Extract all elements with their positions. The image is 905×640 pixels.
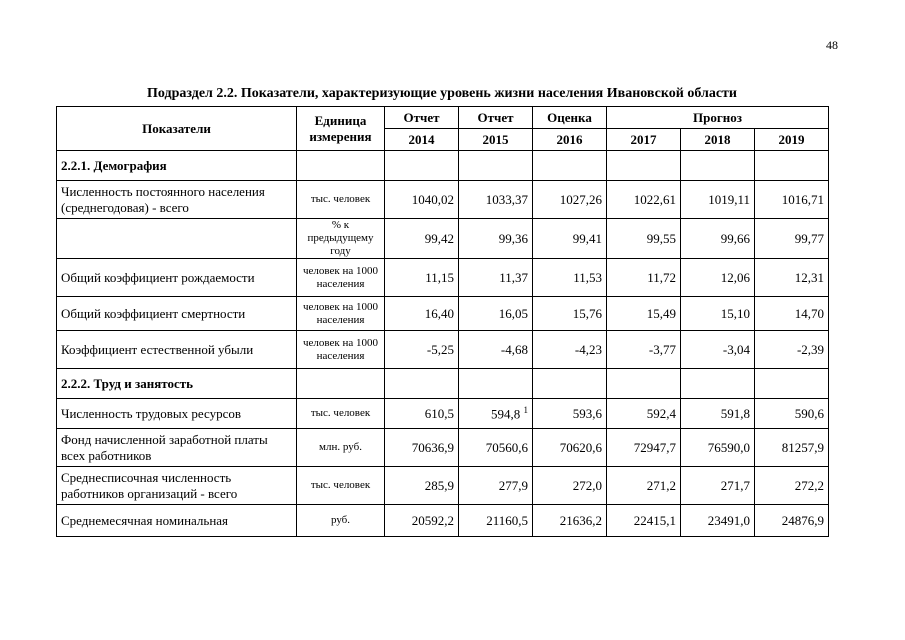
header-report-2014: Отчет <box>385 107 459 129</box>
value-text: -4,68 <box>500 341 528 357</box>
value-text: -3,77 <box>648 341 676 357</box>
empty-cell <box>607 151 681 181</box>
empty-cell <box>459 151 533 181</box>
value-cell <box>755 297 829 331</box>
header-year: 2016 <box>533 129 607 151</box>
value-cell <box>385 181 459 219</box>
value-text: 592,4 <box>646 405 676 421</box>
empty-cell <box>297 151 385 181</box>
value-cell <box>681 219 755 259</box>
unit-cell: руб. <box>297 505 385 537</box>
value-cell <box>459 467 533 505</box>
value-text: 99,66 <box>720 230 750 246</box>
value-cell <box>755 331 829 369</box>
empty-cell <box>533 369 607 399</box>
value-cell <box>607 399 681 429</box>
value-cell <box>607 181 681 219</box>
value-text: 1022,61 <box>633 191 676 207</box>
table-row <box>57 429 829 467</box>
value-text: 15,76 <box>572 305 602 321</box>
value-cell <box>755 399 829 429</box>
value-cell <box>681 181 755 219</box>
empty-cell <box>385 369 459 399</box>
value-cell <box>385 505 459 537</box>
value-text: 1033,37 <box>485 191 528 207</box>
header-indicators: Показатели <box>57 107 297 151</box>
value-text: 11,15 <box>425 269 454 285</box>
value-text: 1027,26 <box>559 191 602 207</box>
indicator-name: Фонд начисленной заработной платы всех работников <box>57 429 297 467</box>
value-text: 11,37 <box>499 269 528 285</box>
value-text: 14,70 <box>794 305 825 321</box>
value-text: 70620,6 <box>559 439 602 455</box>
value-text: -3,04 <box>722 341 750 357</box>
value-text: -4,23 <box>574 341 602 357</box>
unit-cell: тыс. человек <box>297 399 385 429</box>
indicator-name: Численность постоянного населения (среднегодовая) - всего <box>57 181 297 219</box>
value-cell <box>607 331 681 369</box>
value-text: 285,9 <box>424 477 454 493</box>
value-text: 16,40 <box>424 305 454 321</box>
value-text: 99,55 <box>646 230 676 246</box>
value-cell <box>533 259 607 297</box>
value-text: 12,31 <box>794 269 825 285</box>
section-title: 2.2.2. Труд и занятость <box>57 369 297 399</box>
value-cell <box>681 259 755 297</box>
table-row <box>57 219 829 259</box>
unit-cell: человек на 1000 населения <box>297 259 385 297</box>
indicator-name: Общий коэффициент рождаемости <box>57 259 297 297</box>
value-text: 21160,5 <box>486 512 528 528</box>
value-cell <box>607 219 681 259</box>
table-row <box>57 331 829 369</box>
value-text: 271,2 <box>646 477 676 493</box>
value-text: 20592,2 <box>411 512 454 528</box>
value-cell <box>755 429 829 467</box>
value-cell <box>385 331 459 369</box>
unit-cell: тыс. человек <box>297 467 385 505</box>
value-cell <box>533 505 607 537</box>
value-text: 81257,9 <box>781 439 825 455</box>
header-year: 2018 <box>681 129 755 151</box>
indicator-name: Численность трудовых ресурсов <box>57 399 297 429</box>
value-cell <box>681 399 755 429</box>
value-cell <box>459 297 533 331</box>
value-cell <box>459 219 533 259</box>
value-cell <box>459 331 533 369</box>
header-year: 2017 <box>607 129 681 151</box>
empty-cell <box>297 369 385 399</box>
value-cell <box>607 505 681 537</box>
header-report-2015: Отчет <box>459 107 533 129</box>
value-cell <box>385 219 459 259</box>
indicator-name: Среднемесячная номинальная <box>57 505 297 537</box>
value-cell <box>755 181 829 219</box>
value-cell <box>681 331 755 369</box>
value-text: 12,06 <box>720 269 750 285</box>
value-cell <box>755 219 829 259</box>
value-cell <box>533 331 607 369</box>
value-text: 272,2 <box>794 477 825 493</box>
value-text: 24876,9 <box>781 512 825 528</box>
table-row <box>57 297 829 331</box>
unit-cell: % к предыдущему году <box>297 219 385 259</box>
section-title: 2.2.1. Демография <box>57 151 297 181</box>
value-text: 591,8 <box>720 405 750 421</box>
value-cell <box>459 429 533 467</box>
value-text: 15,10 <box>720 305 750 321</box>
value-cell <box>385 399 459 429</box>
value-text: 70560,6 <box>485 439 528 455</box>
value-cell <box>681 429 755 467</box>
value-cell <box>385 429 459 467</box>
header-year: 2014 <box>385 129 459 151</box>
indicator-name <box>57 219 297 259</box>
value-text: 99,41 <box>572 230 602 246</box>
value-text: 277,9 <box>498 477 528 493</box>
value-cell <box>681 467 755 505</box>
indicator-name: Общий коэффициент смертности <box>57 297 297 331</box>
value-cell <box>755 467 829 505</box>
value-text: -5,25 <box>426 341 454 357</box>
value-cell <box>533 399 607 429</box>
header-row-1 <box>57 107 829 129</box>
empty-cell <box>607 369 681 399</box>
value-text: -2,39 <box>796 341 825 357</box>
value-cell <box>607 297 681 331</box>
value-cell <box>607 429 681 467</box>
table-row <box>57 259 829 297</box>
value-cell <box>755 259 829 297</box>
value-text: 272,0 <box>572 477 602 493</box>
value-cell <box>533 429 607 467</box>
value-text: 610,5 <box>424 405 454 421</box>
section-row <box>57 369 829 399</box>
empty-cell <box>533 151 607 181</box>
value-text: 590,6 <box>794 405 825 421</box>
value-text: 271,7 <box>720 477 750 493</box>
header-year: 2019 <box>755 129 829 151</box>
value-text: 15,49 <box>646 305 676 321</box>
value-cell <box>681 297 755 331</box>
empty-cell <box>755 151 829 181</box>
empty-cell <box>681 369 755 399</box>
value-text: 594,8 <box>491 406 521 422</box>
value-text: 11,72 <box>647 269 676 285</box>
value-cell <box>607 467 681 505</box>
value-cell <box>533 297 607 331</box>
value-text: 11,53 <box>573 269 602 285</box>
value-cell <box>533 219 607 259</box>
value-text: 99,77 <box>794 230 825 246</box>
value-cell <box>607 259 681 297</box>
header-unit: Единица измерения <box>297 107 385 151</box>
header-year: 2015 <box>459 129 533 151</box>
empty-cell <box>755 369 829 399</box>
value-text: 593,6 <box>572 405 602 421</box>
unit-cell: человек на 1000 населения <box>297 297 385 331</box>
page-number: 48 <box>826 38 838 52</box>
value-text: 16,05 <box>498 305 528 321</box>
value-cell <box>533 181 607 219</box>
footnote-marker: 1 <box>523 404 528 415</box>
value-text: 23491,0 <box>707 512 750 528</box>
header-forecast: Прогноз <box>607 107 829 129</box>
value-text: 99,36 <box>498 230 528 246</box>
document-title: Подраздел 2.2. Показатели, характеризующие уровень жизни населения Ивановской области <box>147 86 737 101</box>
unit-cell: тыс. человек <box>297 181 385 219</box>
value-text: 72947,7 <box>633 439 676 455</box>
empty-cell <box>385 151 459 181</box>
empty-cell <box>681 151 755 181</box>
value-text: 1040,02 <box>411 191 454 207</box>
indicator-name: Коэффициент естественной убыли <box>57 331 297 369</box>
value-cell <box>681 505 755 537</box>
unit-cell: млн. руб. <box>297 429 385 467</box>
table-row <box>57 399 829 429</box>
empty-cell <box>459 369 533 399</box>
table-row <box>57 181 829 219</box>
value-cell <box>459 259 533 297</box>
section-row <box>57 151 829 181</box>
value-cell <box>385 467 459 505</box>
value-cell <box>459 505 533 537</box>
value-cell <box>755 505 829 537</box>
value-cell <box>385 259 459 297</box>
value-text: 21636,2 <box>559 512 602 528</box>
value-text: 22415,1 <box>633 512 676 528</box>
unit-cell: человек на 1000 населения <box>297 331 385 369</box>
header-estimate: Оценка <box>533 107 607 129</box>
value-text: 1019,11 <box>708 191 750 207</box>
value-text: 1016,71 <box>781 191 825 207</box>
value-cell <box>533 467 607 505</box>
indicator-name: Среднесписочная численность работников организаций - всего <box>57 467 297 505</box>
value-text: 70636,9 <box>411 439 454 455</box>
indicators-table <box>56 106 829 537</box>
value-cell <box>385 297 459 331</box>
table-row <box>57 467 829 505</box>
value-text: 76590,0 <box>707 439 750 455</box>
value-text: 99,42 <box>424 230 454 246</box>
table-row <box>57 505 829 537</box>
value-cell <box>459 399 533 429</box>
value-cell <box>459 181 533 219</box>
